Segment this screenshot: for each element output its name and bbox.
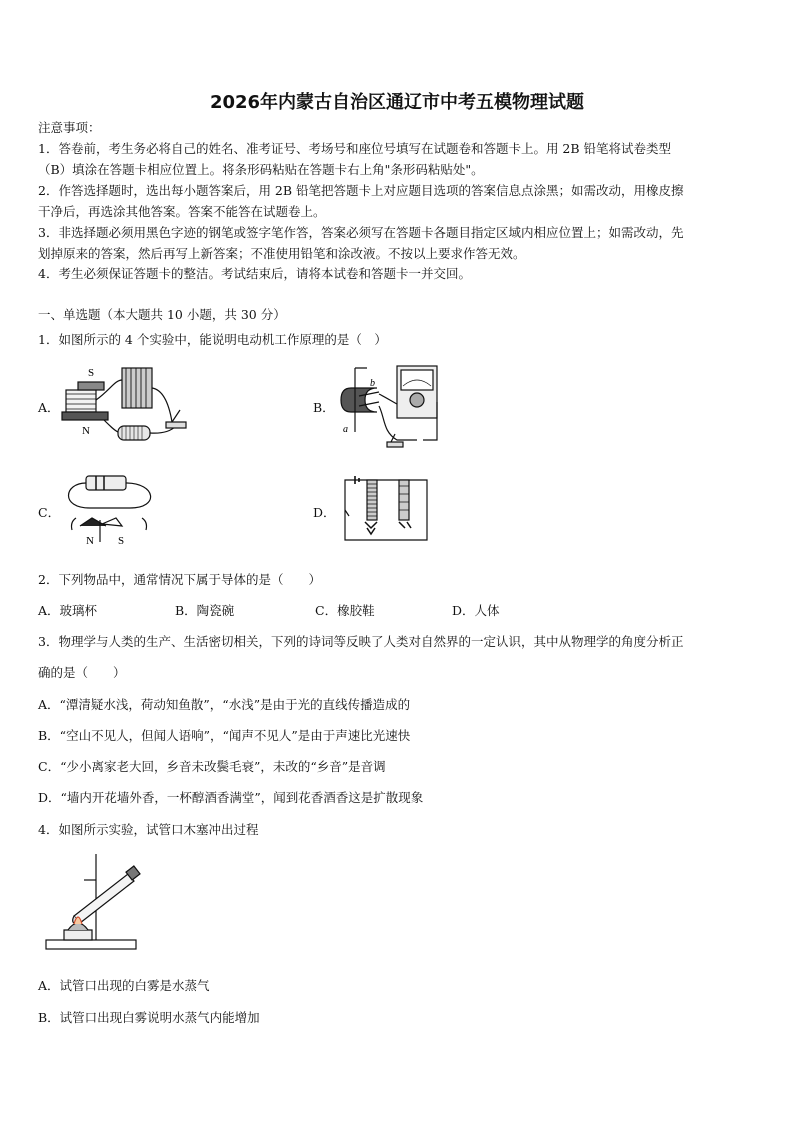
q2-option-b: B．陶瓷碗 (175, 603, 235, 618)
q1-option-b-label: B． (313, 400, 335, 415)
q1-option-d-label: D． (313, 505, 336, 520)
figure-c-n-label: N (86, 535, 94, 547)
figure-c-s-label: S (118, 535, 125, 547)
q3-option-d: D．“墙内开花墙外香，一杯醇酒香满堂”，闻到花香酒香这是扩散现象 (38, 790, 424, 805)
section-heading: 一、单选题（本大题共 10 小题，共 30 分） (38, 307, 286, 322)
question-1-stem: 1．如图所示的 4 个实验中，能说明电动机工作原理的是（ ） (38, 332, 387, 347)
notice-line: 1．答卷前，考生务必将自己的姓名、准考证号、考场号和座位号填写在试题卷和答题卡上。用 2B 铅笔将试卷类型 (38, 141, 672, 156)
notice-line: （B）填涂在答题卡相应位置上。将条形码粘贴在答题卡右上角"条形码粘贴处"。 (38, 162, 484, 177)
q3-option-c: C．“少小离家老大回，乡音未改鬓毛衰”，未改的“乡音”是音调 (38, 759, 386, 774)
figure-a-n-label: N (82, 425, 90, 437)
q2-option-c: C．橡胶鞋 (315, 603, 375, 618)
q1-option-c-label: C． (38, 505, 61, 520)
question-3-stem-cont: 确的是（ ） (38, 665, 126, 680)
q2-option-d: D．人体 (452, 603, 500, 618)
question-3-stem: 3．物理学与人类的生产、生活密切相关，下列的诗词等反映了人类对自然界的一定认识，其中从物理学的角度分析正 (38, 634, 684, 649)
q3-option-b: B．“空山不见人，但闻人语响”，“闻声不见人”是由于声速比光速快 (38, 728, 411, 743)
q1-option-a-label: A． (38, 400, 60, 415)
figure-b-magnet-conductor-galvanometer (337, 362, 452, 457)
notice-heading: 注意事项： (38, 120, 101, 135)
question-4-stem: 4．如图所示实验，试管口木塞冲出过程 (38, 822, 259, 837)
notice-line: 3．非选择题必须用黑色字迹的钢笔或签字笔作答，答案必须写在答题卡各题目指定区域内相应位置上；如需改动，先 (38, 225, 684, 240)
figure-b-a-label: a (343, 424, 348, 435)
q4-option-b: B．试管口出现白雾说明水蒸气内能增加 (38, 1010, 260, 1025)
figure-q4-test-tube-stand (44, 850, 144, 955)
page-title: 2026年内蒙古自治区通辽市中考五模物理试题 (209, 92, 585, 113)
notice-line: 4．考生必须保证答题卡的整洁。考试结束后，请将本试卷和答题卡一并交回。 (38, 266, 471, 281)
figure-d-electromagnets-clips (337, 470, 437, 550)
q2-option-a: A．玻璃杯 (38, 603, 98, 618)
notice-line: 干净后，再选涂其他答案。答案不能答在试题卷上。 (38, 204, 326, 219)
q3-option-a: A．“潭清疑水浅，荷动知鱼散”，“水浅”是由于光的直线传播造成的 (38, 697, 411, 712)
notice-line: 划掉原来的答案，然后再写上新答案；不准使用铅笔和涂改液。不按以上要求作答无效。 (38, 246, 526, 261)
figure-b-b-label: b (370, 378, 375, 389)
notice-line: 2．作答选择题时，选出每小题答案后，用 2B 铅笔把答题卡上对应题目选项的答案信息点涂黑；如需改动，用橡皮擦 (38, 183, 684, 198)
q4-option-a: A．试管口出现的白雾是水蒸气 (38, 978, 210, 993)
question-2-stem: 2．下列物品中，通常情况下属于导体的是（ ） (38, 572, 321, 587)
figure-c-current-wire-compass (60, 468, 160, 553)
figure-a-s-label: S (88, 367, 95, 379)
figure-a-electromagnet-circuit (60, 360, 190, 448)
